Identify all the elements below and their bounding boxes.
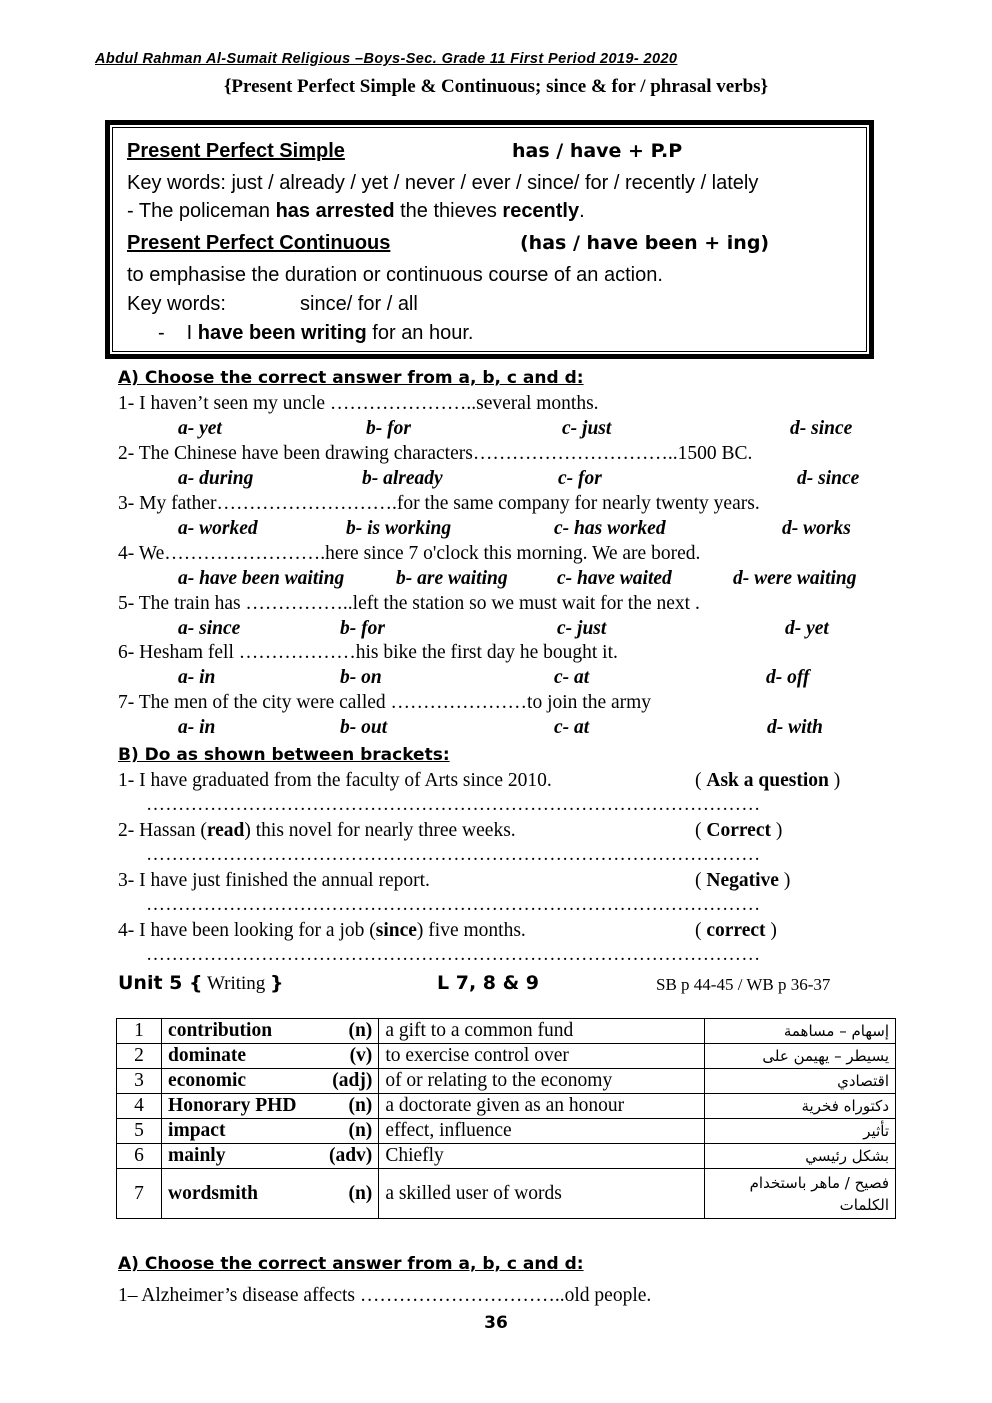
word-cell xyxy=(162,1119,379,1144)
unit-writing: Writing xyxy=(206,973,266,994)
option-b[interactable]: b- for xyxy=(366,418,411,439)
text: for an hour. xyxy=(366,322,474,344)
option-a[interactable]: a- yet xyxy=(178,418,222,439)
vocab-row xyxy=(117,1144,896,1169)
ppc-use: to emphasise the duration or continuous course of an action. xyxy=(127,264,663,286)
option-a[interactable]: a- have been waiting xyxy=(178,568,345,589)
row-number: 4 xyxy=(117,1094,162,1119)
question-7: 7- The men of the city were called …………………to join the army xyxy=(118,692,652,713)
option-d[interactable]: d- were waiting xyxy=(733,568,857,589)
part-of-speech: (v) xyxy=(349,1045,373,1066)
bold-text: recently xyxy=(502,200,580,222)
vocab-row xyxy=(117,1069,896,1094)
answer-line[interactable]: …………………………………………………………………………………… xyxy=(146,844,761,865)
option-a[interactable]: a- since xyxy=(178,618,241,639)
row-number: 3 xyxy=(117,1069,162,1094)
text: 4- I have been looking for a job ( xyxy=(118,920,376,941)
school-header: Abdul Rahman Al-Sumait Religious –Boys-Sec. Grade 11 First Period 2019- 2020 xyxy=(95,51,678,67)
vocab-row xyxy=(117,1019,896,1044)
ppc-example xyxy=(158,322,473,345)
option-b[interactable]: b- already xyxy=(362,468,443,489)
option-a[interactable]: a- worked xyxy=(178,518,258,539)
word: contribution xyxy=(168,1020,273,1041)
text: 2- Hassan ( xyxy=(118,820,207,841)
bold-text: has arrested xyxy=(275,200,395,222)
option-a[interactable]: a- in xyxy=(178,667,216,688)
option-b[interactable]: b- is working xyxy=(346,518,452,539)
text: 1- I have graduated from the faculty of Arts since 2010. xyxy=(118,770,552,791)
part-of-speech: (adv) xyxy=(328,1145,373,1166)
option-d[interactable]: d- off xyxy=(766,667,810,688)
word-cell xyxy=(162,1144,379,1169)
arabic-translation: يسيطر – يهيمن على xyxy=(704,1044,895,1069)
pps-form: has / have + P.P xyxy=(512,140,683,162)
arabic-translation: بشكل رئيسي xyxy=(704,1144,895,1169)
option-d[interactable]: d- since xyxy=(790,418,853,439)
arabic-translation: فصيح / ماهر باستخدام الكلمات xyxy=(704,1169,895,1219)
unit-close: } xyxy=(270,972,284,994)
vocabulary-table xyxy=(116,1018,896,1219)
section-a-title: A) Choose the correct answer from a, b, c and d: xyxy=(118,368,584,388)
option-d[interactable]: d- works xyxy=(782,518,851,539)
word-cell xyxy=(162,1169,379,1219)
bold-verb: read xyxy=(206,820,245,841)
bullet: - xyxy=(158,322,165,344)
instruction-text: Correct xyxy=(706,820,771,841)
definition: Chiefly xyxy=(379,1144,704,1169)
word-cell xyxy=(162,1044,379,1069)
row-number: 6 xyxy=(117,1144,162,1169)
option-c[interactable]: c- just xyxy=(562,418,612,439)
definition: effect, influence xyxy=(379,1119,704,1144)
answer-line[interactable]: …………………………………………………………………………………… xyxy=(146,894,761,915)
row-number: 2 xyxy=(117,1044,162,1069)
answer-line[interactable]: …………………………………………………………………………………… xyxy=(146,794,761,815)
arabic-translation: إسهام – مساهمة xyxy=(704,1019,895,1044)
bold-text: have been writing xyxy=(197,322,367,344)
question-6: 6- Hesham fell ………………his bike the first day he bought it. xyxy=(118,642,618,663)
instruction-text: Negative xyxy=(706,870,779,891)
option-c[interactable]: c- for xyxy=(558,468,602,489)
unit-title: Unit 5 { xyxy=(118,972,203,994)
ppc-title: Present Perfect Continuous xyxy=(127,232,391,254)
row-number: 5 xyxy=(117,1119,162,1144)
instruction: ( correct ) xyxy=(695,920,777,941)
arabic-translation: اقتصادي xyxy=(704,1069,895,1094)
part-of-speech: (n) xyxy=(348,1095,373,1116)
definition: to exercise control over xyxy=(379,1044,704,1069)
word-cell xyxy=(162,1094,379,1119)
instruction: ( Ask a question ) xyxy=(695,770,841,791)
option-b[interactable]: b- for xyxy=(340,618,385,639)
transform-item-1 xyxy=(118,770,552,792)
instruction-text: Ask a question xyxy=(706,770,829,791)
vocab-row xyxy=(117,1094,896,1119)
vocab-row xyxy=(117,1169,896,1219)
text: I xyxy=(186,322,198,344)
option-d[interactable]: d- with xyxy=(767,717,823,738)
transform-item-2 xyxy=(118,820,516,842)
option-c[interactable]: c- have waited xyxy=(557,568,672,589)
arabic-translation: دكتوراه فخرية xyxy=(704,1094,895,1119)
part-of-speech: (n) xyxy=(348,1182,373,1204)
ppc-keywords-label: Key words: xyxy=(127,293,226,315)
question-5: 5- The train has ……………..left the station so we must wait for the next . xyxy=(118,593,700,614)
instruction: ( Negative ) xyxy=(695,870,791,891)
word: mainly xyxy=(168,1145,226,1166)
unit-lessons: L 7, 8 & 9 xyxy=(437,972,540,994)
option-d[interactable]: d- since xyxy=(797,468,860,489)
text: - The policeman xyxy=(127,200,276,222)
word-cell xyxy=(162,1069,379,1094)
option-b[interactable]: b- are waiting xyxy=(396,568,508,589)
word: economic xyxy=(168,1070,247,1091)
option-a[interactable]: a- in xyxy=(178,717,216,738)
word: wordsmith xyxy=(168,1182,258,1204)
pps-keywords: Key words: just / already / yet / never / ever / since/ for / recently / lately xyxy=(127,172,759,194)
text: ) this novel for nearly three weeks. xyxy=(244,820,516,841)
option-d[interactable]: d- yet xyxy=(785,618,829,639)
text: 3- I have just finished the annual report. xyxy=(118,870,430,891)
option-c[interactable]: c- just xyxy=(557,618,607,639)
option-b[interactable]: b- on xyxy=(340,667,382,688)
instruction-text: correct xyxy=(706,920,766,941)
option-c[interactable]: c- at xyxy=(554,717,590,738)
section-a2-title: A) Choose the correct answer from a, b, c and d: xyxy=(118,1254,584,1274)
question-4: 4- We…………………….here since 7 o'clock this morning. We are bored. xyxy=(118,543,701,564)
part-of-speech: (adj) xyxy=(332,1070,373,1091)
option-c[interactable]: c- at xyxy=(554,667,590,688)
arabic-translation: تأثير xyxy=(704,1119,895,1144)
row-number: 1 xyxy=(117,1019,162,1044)
lesson-subtitle: {Present Perfect Simple & Continuous; since & for / phrasal verbs} xyxy=(223,76,769,97)
unit-pages: SB p 44-45 / WB p 36-37 xyxy=(656,975,831,994)
question-2: 2- The Chinese have been drawing characters…………………………..1500 BC. xyxy=(118,443,753,464)
instruction: ( Correct ) xyxy=(695,820,783,841)
part-of-speech: (n) xyxy=(348,1020,373,1041)
word: dominate xyxy=(168,1045,247,1066)
question-1: 1- I haven’t seen my uncle …………………..several months. xyxy=(118,393,599,414)
definition: a doctorate given as an honour xyxy=(379,1094,704,1119)
answer-line[interactable]: …………………………………………………………………………………… xyxy=(146,944,761,965)
ppc-keywords: since/ for / all xyxy=(300,293,418,315)
word: impact xyxy=(168,1120,226,1141)
vocab-row xyxy=(117,1119,896,1144)
transform-item-3 xyxy=(118,870,430,892)
definition: a skilled user of words xyxy=(379,1169,704,1219)
vocab-row xyxy=(117,1044,896,1069)
unit-heading xyxy=(118,972,284,995)
ppc-form: (has / have been + ing) xyxy=(520,232,770,254)
text: ) five months. xyxy=(416,920,526,941)
option-b[interactable]: b- out xyxy=(340,717,388,738)
text: . xyxy=(579,200,585,222)
word-cell xyxy=(162,1019,379,1044)
option-c[interactable]: c- has worked xyxy=(554,518,666,539)
pps-title: Present Perfect Simple xyxy=(127,140,345,162)
option-a[interactable]: a- during xyxy=(178,468,254,489)
text: the thieves xyxy=(394,200,503,222)
page-number: 36 xyxy=(484,1313,508,1333)
row-number: 7 xyxy=(117,1169,162,1219)
definition: of or relating to the economy xyxy=(379,1069,704,1094)
question-1: 1– Alzheimer’s disease affects …………………………..old people. xyxy=(118,1285,652,1306)
bold-verb: since xyxy=(375,920,417,941)
section-b-title: B) Do as shown between brackets: xyxy=(118,745,450,765)
word: Honorary PHD xyxy=(168,1095,297,1116)
part-of-speech: (n) xyxy=(348,1120,373,1141)
transform-item-4 xyxy=(118,920,526,942)
definition: a gift to a common fund xyxy=(379,1019,704,1044)
question-3: 3- My father……………………….for the same company for nearly twenty years. xyxy=(118,493,760,514)
pps-example xyxy=(127,200,585,223)
